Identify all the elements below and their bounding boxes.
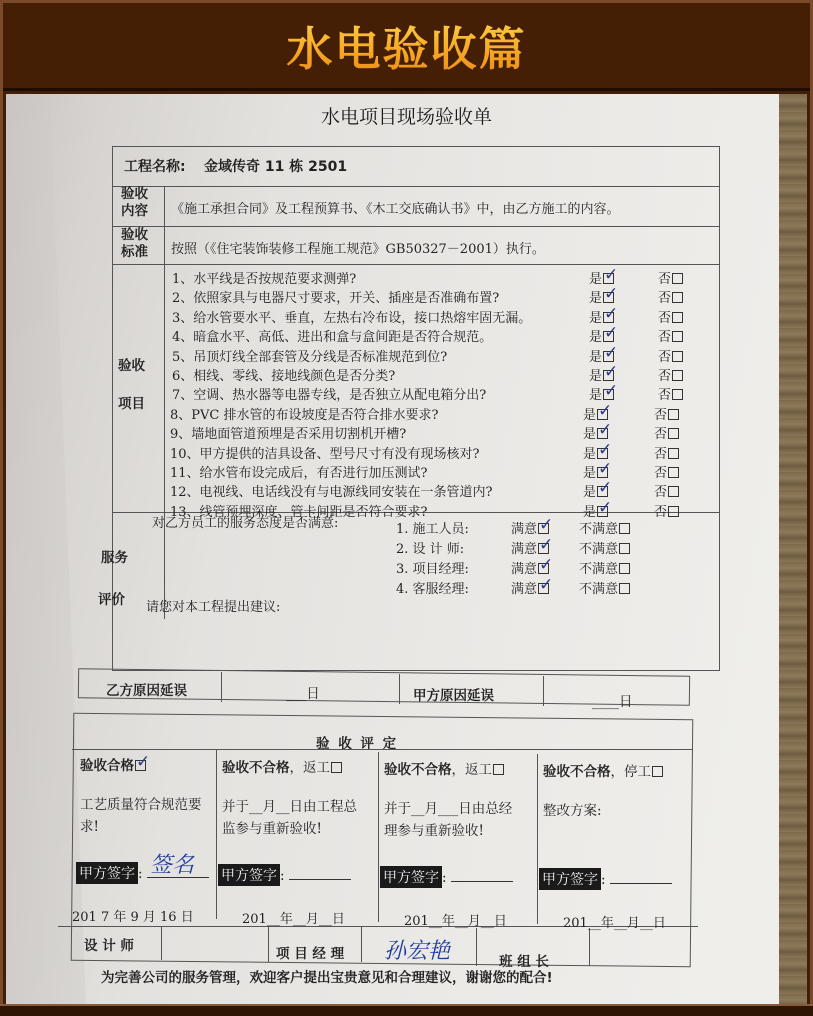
- acceptance-item: 6、相线、零线、接地线颜色是否分类?: [172, 369, 396, 384]
- service-label-line1: 服务: [101, 550, 128, 566]
- no-label: 否: [658, 388, 672, 404]
- checkmark-icon: ✓: [539, 575, 554, 595]
- standard-label: [121, 227, 148, 261]
- unsatisfied-label: 不满意: [579, 522, 619, 537]
- unsatisfied-label: 不满意: [579, 542, 619, 557]
- checkmark-icon: ✓: [539, 555, 554, 575]
- checkbox-box[interactable]: [668, 428, 679, 439]
- signature-field[interactable]: 甲方签字 :: [76, 862, 209, 884]
- no-label: 否: [658, 272, 672, 287]
- no-checkbox[interactable]: [654, 443, 679, 462]
- no-checkbox[interactable]: [658, 268, 683, 287]
- no-label: 否: [654, 407, 668, 423]
- checkmark-icon: ✓: [604, 342, 619, 363]
- divider: [543, 676, 544, 706]
- designer-label: 设 计 师: [84, 938, 134, 954]
- checkbox-box[interactable]: [619, 523, 630, 534]
- satisfied-checkbox[interactable]: [511, 575, 579, 597]
- form-title: 水电项目现场验收单: [320, 106, 492, 128]
- divider: [112, 186, 720, 187]
- signature-label: 甲方签字: [539, 868, 601, 890]
- checkbox-box[interactable]: [672, 331, 683, 342]
- items-label-line1: 验收: [118, 358, 145, 374]
- service-role-row: [396, 535, 630, 557]
- evaluation-title: 验 收 评 定: [316, 736, 399, 752]
- no-checkbox[interactable]: [654, 481, 679, 500]
- items-label-line2: 项目: [118, 396, 145, 412]
- party-b-delay-label: 乙方原因延误: [106, 683, 187, 699]
- standard-label-line2: 标准: [121, 244, 148, 260]
- heading-text: 验收合格: [80, 758, 134, 774]
- checkmark-icon: ✓: [598, 400, 613, 421]
- unsatisfied-checkbox[interactable]: [579, 542, 630, 557]
- checkbox-box[interactable]: [672, 370, 683, 381]
- divider: [164, 186, 165, 619]
- checkbox-box[interactable]: [668, 506, 679, 517]
- checkmark-icon: ✓: [604, 381, 619, 402]
- no-label: 否: [658, 330, 672, 346]
- acceptance-item: 7、空调、热水器等电器专线，是否独立从配电箱分出?: [172, 388, 487, 404]
- checkbox-box[interactable]: [672, 292, 683, 303]
- no-checkbox[interactable]: [658, 287, 683, 306]
- divider: [221, 672, 222, 702]
- no-label: 否: [654, 485, 668, 501]
- acceptance-item: 13、线管预埋深度、管卡间距是否符合要求?: [170, 504, 428, 520]
- checkbox-box[interactable]: [603, 342, 619, 363]
- divider: [72, 749, 692, 750]
- role-name: 3. 项目经理:: [396, 562, 469, 577]
- date-field[interactable]: 201__年__月__日: [242, 912, 345, 927]
- no-checkbox[interactable]: [654, 423, 679, 442]
- role-name: 4. 客服经理:: [396, 582, 469, 597]
- date-field[interactable]: 201 7 年 9 月 16 日: [72, 910, 194, 925]
- date-field[interactable]: 201__年__月__日: [563, 916, 666, 931]
- checkmark-icon: ✓: [598, 478, 613, 499]
- checkmark-icon: ✓: [604, 362, 619, 382]
- heading-text: 验收不合格: [222, 760, 290, 776]
- yes-label: 是: [589, 349, 603, 365]
- service-role-row: [396, 555, 630, 577]
- yes-checkbox[interactable]: [583, 497, 613, 520]
- checkbox-box[interactable]: [668, 448, 679, 459]
- divider: [361, 926, 362, 962]
- divider: [378, 752, 379, 922]
- service-label-line2: 评价: [98, 592, 125, 608]
- party-a-delay-label: 甲方原因延误: [413, 688, 494, 704]
- service-role-row: [396, 515, 630, 537]
- no-label: 否: [654, 504, 668, 520]
- signature-field[interactable]: 甲方签字 :: [218, 864, 351, 886]
- checkbox-box[interactable]: [603, 265, 619, 285]
- yes-label: 是: [583, 427, 597, 443]
- checkbox-box[interactable]: [538, 555, 554, 575]
- checkbox-box[interactable]: [672, 273, 683, 284]
- heading-text: 验收不合格: [384, 762, 452, 778]
- checkmark-icon: ✓: [539, 515, 554, 535]
- suggestion-prompt: 请您对本工程提出建议:: [146, 600, 281, 615]
- checkbox-box[interactable]: [672, 312, 683, 323]
- checkmark-icon: ✓: [604, 303, 619, 324]
- bottom-frame-bar: [0, 1004, 813, 1016]
- no-label: 否: [654, 427, 668, 443]
- heading-text: 验收不合格: [543, 764, 611, 780]
- unsatisfied-checkbox[interactable]: [579, 582, 630, 597]
- evaluation-checkbox[interactable]: [331, 762, 342, 773]
- team-leader-label: 班 组 长: [499, 954, 549, 970]
- yes-label: 是: [589, 388, 603, 404]
- service-role-row: [396, 575, 630, 597]
- yes-label: 是: [583, 504, 597, 520]
- checkbox-box[interactable]: [619, 563, 630, 574]
- evaluation-checkbox[interactable]: [652, 766, 663, 777]
- signature-line[interactable]: [289, 879, 351, 880]
- evaluation-column-heading: [384, 758, 504, 778]
- party-b-delay-days: ___日: [286, 686, 320, 702]
- content-label-line1: 验收: [121, 186, 148, 202]
- heading-suffix: ，返工: [289, 760, 330, 776]
- unsatisfied-label: 不满意: [579, 582, 619, 597]
- yes-label: 是: [583, 446, 597, 462]
- no-label: 否: [658, 369, 672, 384]
- project-manager-label: 项 目 经 理: [276, 946, 345, 962]
- checkbox-box[interactable]: [603, 381, 619, 402]
- no-label: 否: [658, 310, 672, 326]
- unsatisfied-checkbox[interactable]: [579, 562, 630, 577]
- checkbox-box[interactable]: [597, 478, 613, 499]
- acceptance-item: 9、墙地面管道预埋是否采用切割机开槽?: [170, 427, 407, 443]
- checkbox-box[interactable]: [597, 400, 613, 421]
- divider: [399, 674, 400, 704]
- checkmark-icon: ✓: [598, 420, 613, 441]
- divider: [537, 754, 538, 924]
- yes-label: 是: [589, 330, 603, 346]
- divider: [161, 926, 162, 960]
- footer-note: 为完善公司的服务管理，欢迎客户提出宝贵意见和合理建议，谢谢您的配合!: [101, 970, 553, 986]
- satisfied-label: 满意: [511, 542, 538, 557]
- satisfied-label: 满意: [511, 562, 538, 577]
- no-checkbox[interactable]: [658, 365, 683, 384]
- yes-label: 是: [589, 310, 603, 326]
- no-checkbox[interactable]: [654, 404, 679, 423]
- checkbox-box[interactable]: [672, 351, 683, 362]
- acceptance-item: 1、水平线是否按规范要求测弹?: [172, 272, 357, 287]
- checkbox-box[interactable]: [597, 420, 613, 441]
- checkmark-icon: ✓: [539, 535, 554, 555]
- heading-suffix: ，返工: [451, 762, 492, 778]
- evaluation-column-body: 并于__月__日由工程总监参与重新验收!: [222, 799, 357, 837]
- checkbox-box[interactable]: [538, 575, 554, 595]
- evaluation-column-body: 工艺质量符合规范要求!: [80, 797, 202, 835]
- banner: [3, 3, 810, 91]
- checkmark-icon: ✓: [604, 265, 619, 285]
- no-checkbox[interactable]: [658, 307, 683, 326]
- checkbox-box[interactable]: [603, 323, 619, 344]
- checkbox-box[interactable]: [538, 535, 554, 555]
- checkbox-box[interactable]: [597, 459, 613, 479]
- unsatisfied-checkbox[interactable]: [579, 522, 630, 537]
- no-checkbox[interactable]: [658, 346, 683, 365]
- checkbox-box[interactable]: [597, 497, 613, 518]
- acceptance-item: 8、PVC 排水管的布设坡度是否符合排水要求?: [170, 407, 439, 423]
- project-name-label: 工程名称:: [124, 159, 186, 175]
- divider: [112, 226, 720, 227]
- signature-label: 甲方签字: [380, 866, 442, 888]
- evaluation-checkbox[interactable]: [135, 752, 151, 772]
- checkbox-box[interactable]: [603, 303, 619, 324]
- banner-title: 水电验收篇: [287, 13, 527, 79]
- yes-label: 是: [589, 369, 603, 384]
- checkbox-box[interactable]: [619, 583, 630, 594]
- checkmark-icon: ✓: [598, 439, 613, 460]
- content-text: 《施工承担合同》及工程预算书、《木工交底确认书》中，由乙方施工的内容。: [171, 202, 620, 217]
- checkbox-box[interactable]: [668, 486, 679, 497]
- checkmark-icon: ✓: [136, 752, 151, 772]
- yes-label: 是: [583, 466, 597, 481]
- no-label: 否: [658, 349, 672, 365]
- divider: [268, 926, 269, 962]
- yes-label: 是: [583, 407, 597, 423]
- content-label-line2: 内容: [121, 203, 148, 219]
- signature-label: 甲方签字: [218, 864, 280, 886]
- project-name-value: 金域传奇 11 栋 2501: [204, 159, 348, 175]
- checkmark-icon: ✓: [598, 459, 613, 479]
- no-label: 否: [654, 446, 668, 462]
- date-field[interactable]: 201__年__月__日: [404, 914, 507, 929]
- checkbox-box[interactable]: [538, 515, 554, 535]
- evaluation-column-body: 并于__月___日由总经理参与重新验收!: [384, 801, 513, 839]
- no-checkbox[interactable]: [658, 384, 683, 403]
- content-label: [121, 186, 148, 220]
- acceptance-item: 3、给水管要水平、垂直，左热右冷布设，接口热熔牢固无漏。: [172, 310, 532, 326]
- document-photo: [6, 94, 807, 1004]
- yes-label: 是: [583, 485, 597, 501]
- acceptance-item: 12、电视线、电话线没有与电源线同安装在一条管道内?: [170, 485, 493, 501]
- evaluation-column-body: 整改方案:: [543, 803, 602, 819]
- service-question: 对乙方员工的服务态度是否满意:: [152, 516, 339, 531]
- no-checkbox[interactable]: [658, 326, 683, 345]
- yes-label: 是: [589, 272, 603, 287]
- checkbox-box[interactable]: [672, 389, 683, 400]
- checkbox-box[interactable]: [597, 439, 613, 460]
- acceptance-item: 5、吊顶灯线全部套管及分线是否标准规范到位?: [172, 349, 448, 365]
- checkbox-box[interactable]: [619, 543, 630, 554]
- standard-text: 按照（《住宅装饰装修工程施工规范》GB50327－2001）执行。: [171, 242, 545, 257]
- acceptance-item: 2、依照家具与电器尺寸要求，开关、插座是否准确布置?: [172, 291, 500, 307]
- no-label: 否: [654, 466, 668, 481]
- signature-label: 甲方签字: [76, 862, 138, 884]
- party-a-delay-days: ____日: [592, 694, 633, 710]
- checkmark-icon: ✓: [604, 323, 619, 344]
- no-checkbox[interactable]: [654, 501, 679, 520]
- acceptance-item: 11、给水管布设完成后，有否进行加压测试?: [170, 466, 428, 481]
- divider: [476, 928, 477, 966]
- unsatisfied-label: 不满意: [579, 562, 619, 577]
- checkbox-box[interactable]: [603, 362, 619, 382]
- checkbox-box[interactable]: [668, 467, 679, 478]
- no-label: 否: [658, 291, 672, 307]
- handwritten-signature: 签名: [150, 853, 195, 878]
- evaluation-column-heading: [543, 760, 663, 780]
- signature-line[interactable]: [610, 883, 672, 884]
- no-checkbox[interactable]: [654, 462, 679, 481]
- signature-field[interactable]: 甲方签字 :: [380, 866, 513, 888]
- project-manager-signature: 孙宏艳: [384, 939, 451, 964]
- satisfied-label: 满意: [511, 582, 538, 597]
- checkbox-box[interactable]: [668, 409, 679, 420]
- role-name: 2. 设 计 师:: [396, 542, 465, 557]
- checkmark-icon: ✓: [604, 284, 619, 305]
- acceptance-item: 10、甲方提供的洁具设备、型号尺寸有没有现场核对?: [170, 446, 480, 462]
- divider: [112, 264, 720, 265]
- signature-line[interactable]: [451, 881, 513, 882]
- acceptance-item: 4、暗盒水平、高低、进出和盒与盒间距是否符合规范。: [172, 330, 493, 346]
- wood-background: [779, 94, 807, 1004]
- signature-field[interactable]: 甲方签字 :: [539, 868, 672, 890]
- evaluation-column-heading: [80, 752, 151, 774]
- evaluation-checkbox[interactable]: [493, 764, 504, 775]
- role-name: 1. 施工人员:: [396, 522, 469, 537]
- standard-label-line1: 验收: [121, 227, 148, 243]
- checkbox-box[interactable]: [603, 284, 619, 305]
- yes-label: 是: [589, 291, 603, 307]
- evaluation-column-heading: [222, 756, 342, 776]
- heading-suffix: ，停工: [610, 764, 651, 780]
- divider: [589, 928, 590, 966]
- checkmark-icon: ✓: [598, 497, 613, 518]
- satisfied-label: 满意: [511, 522, 538, 537]
